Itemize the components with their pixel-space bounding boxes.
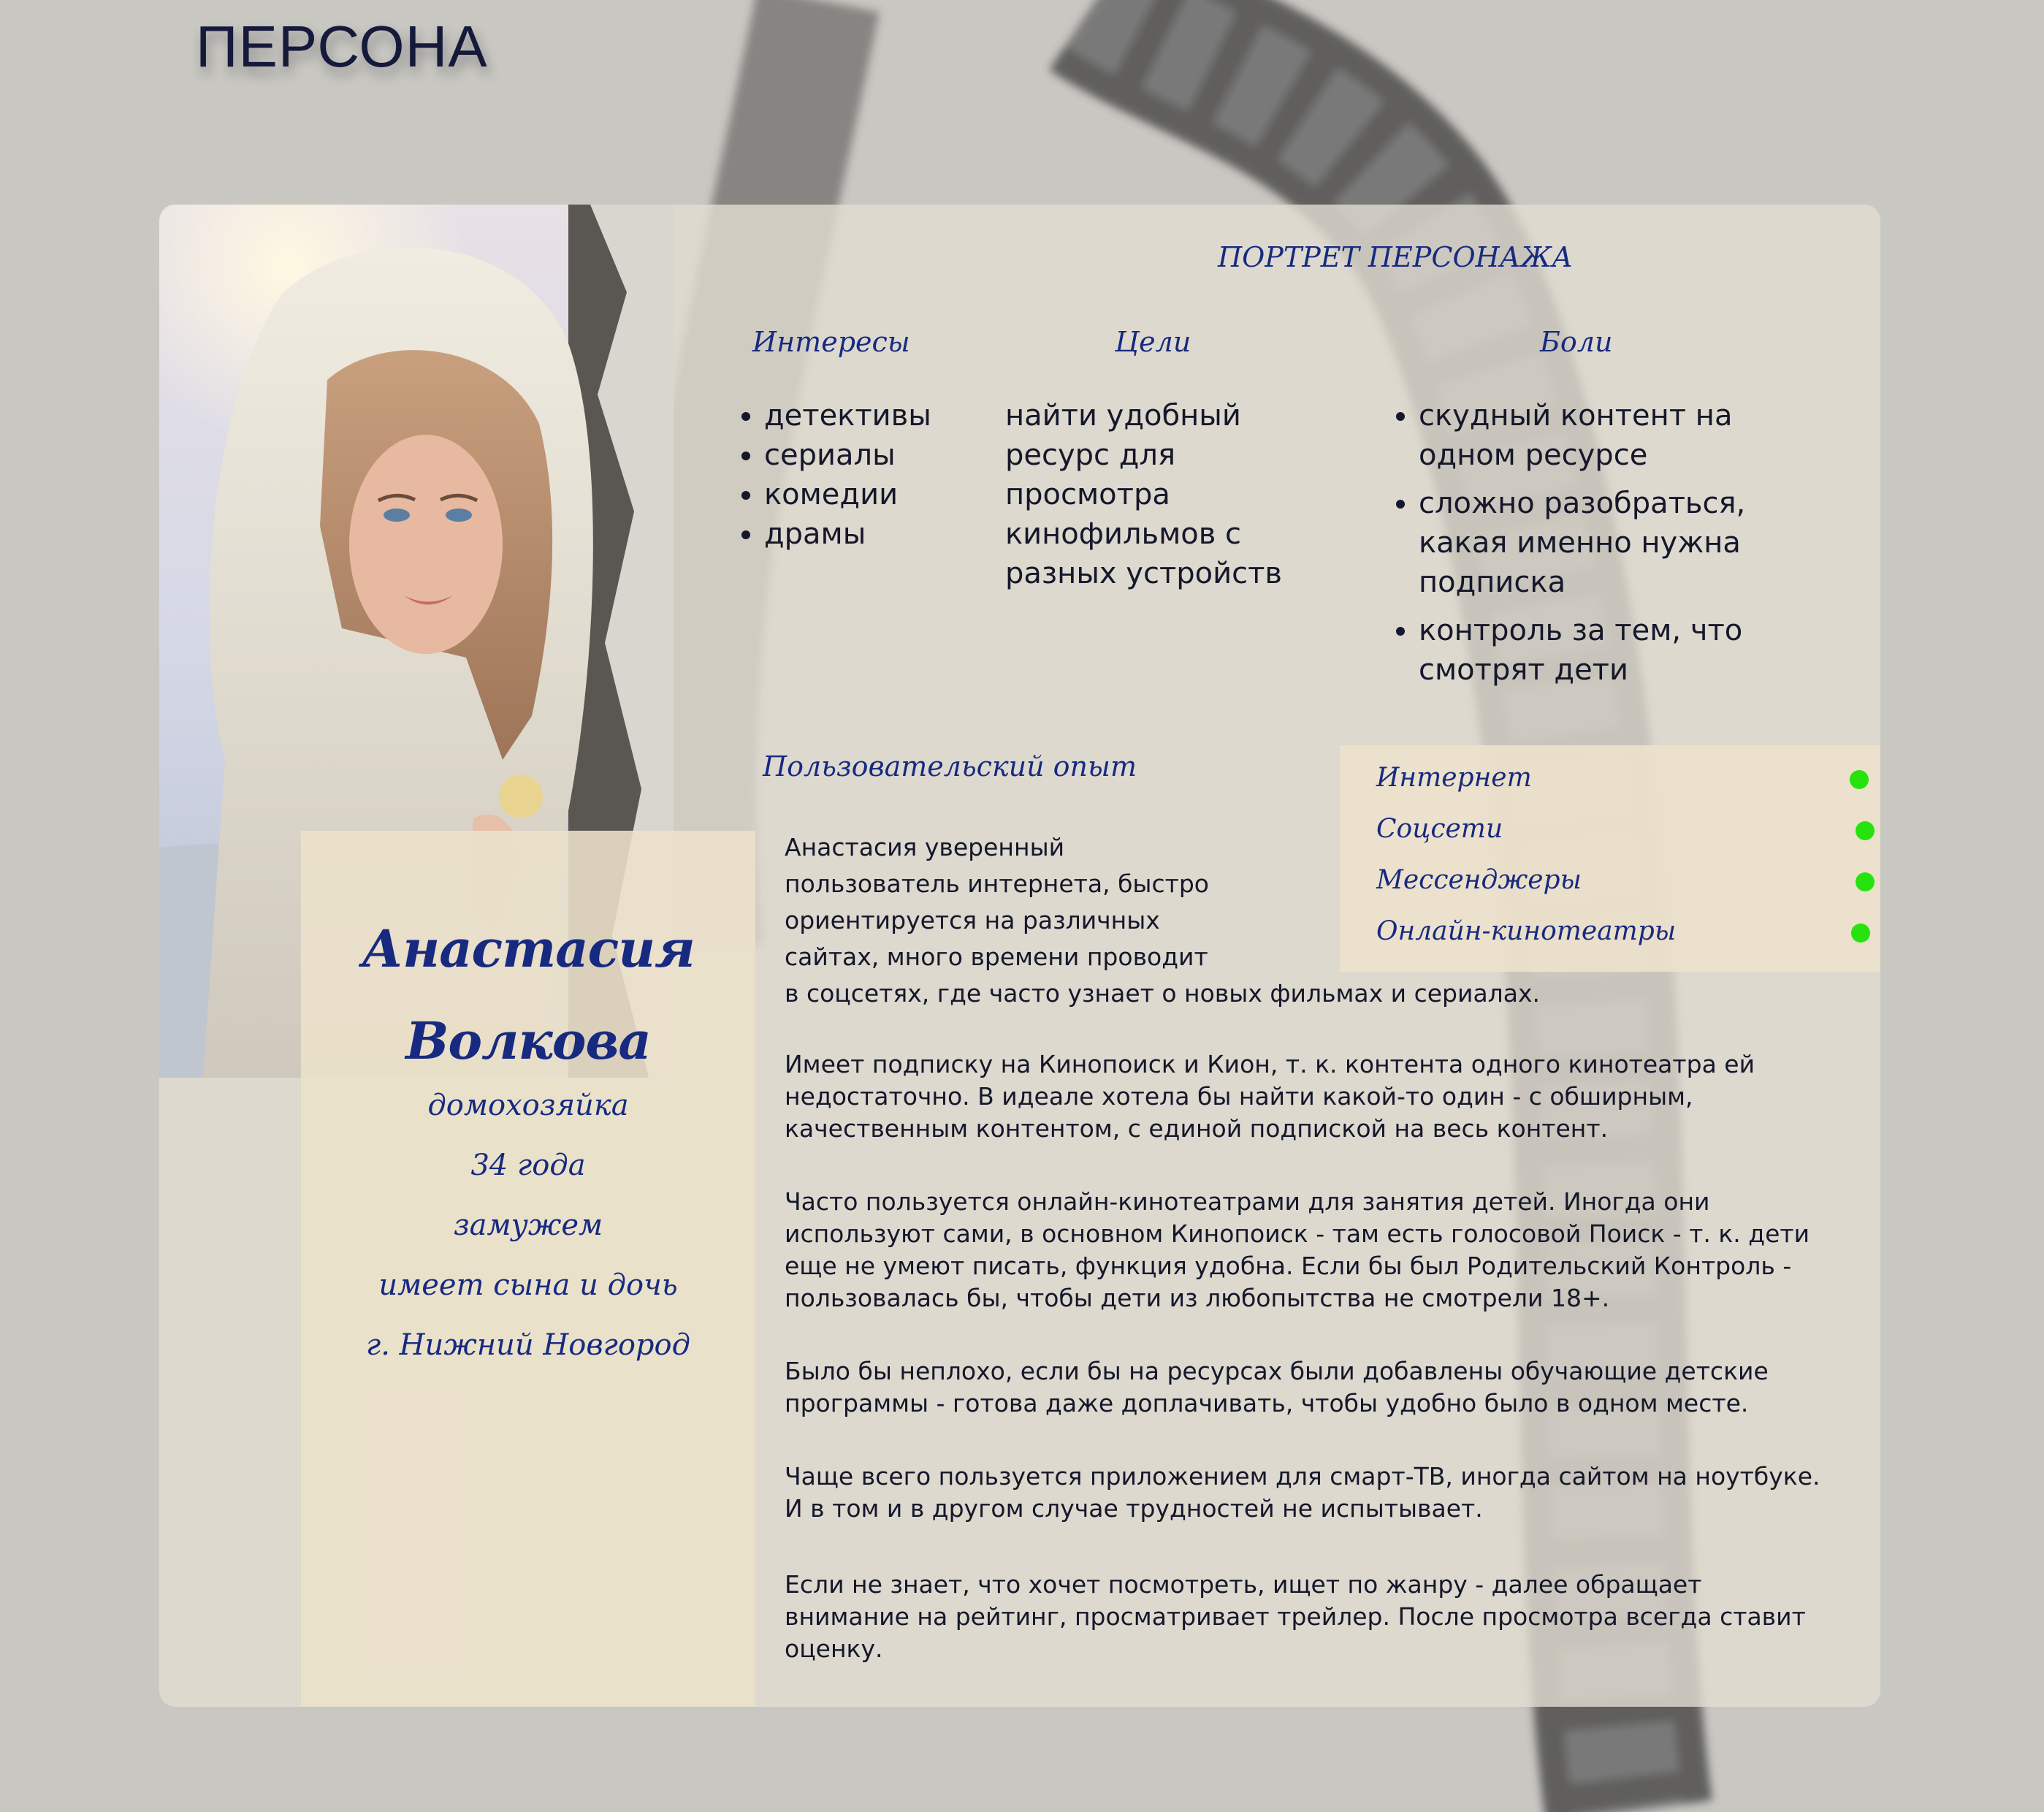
list-item: • драмы: [764, 514, 998, 554]
experience-line: пользовалась бы, чтобы дети из любопытства не смотрели 18+.: [785, 1284, 1610, 1312]
experience-line: еще не умеют писать, функция удобна. Если бы был Родительский Контроль -: [785, 1252, 1792, 1280]
pains-list: [1384, 396, 1857, 690]
skill-dot-filled: [1856, 872, 1875, 891]
pain-line: смотрят дети: [1419, 653, 1628, 687]
experience-paragraph: [785, 1569, 1837, 1665]
experience-line: используют сами, в основном Кинопоиск - там есть голосовой Поиск - т. к. дети: [785, 1219, 1810, 1248]
interests-heading: Интересы: [752, 326, 910, 358]
skill-label: Соцсети: [1376, 814, 1503, 844]
experience-line: сайтах, много времени проводит: [785, 943, 1208, 971]
skill-row: [1340, 760, 1880, 804]
pains-heading: Боли: [1540, 326, 1613, 358]
experience-title: Пользовательский опыт: [763, 750, 1137, 783]
page-title: ПЕРСОНА: [196, 14, 488, 79]
persona-children: имеет сына и дочь: [378, 1268, 678, 1302]
list-item: • комедии: [764, 475, 998, 514]
interests-list: [729, 396, 998, 554]
skill-label: Онлайн-кинотеатры: [1376, 916, 1677, 946]
persona-last-name: Волкова: [405, 1010, 651, 1071]
experience-line: Чаще всего пользуется приложением для смарт-ТВ, иногда сайтом на ноутбуке.: [785, 1462, 1820, 1491]
experience-line: Если не знает, что хочет посмотреть, ищет по жанру - далее обращает: [785, 1570, 1702, 1599]
persona-city: г. Нижний Новгород: [366, 1328, 690, 1362]
experience-line: ориентируется на различных: [785, 906, 1160, 934]
persona-info-panel: [301, 831, 755, 1707]
experience-line: Было бы неплохо, если бы на ресурсах были добавлены обучающие детские: [785, 1357, 1769, 1385]
experience-line: программы - готова даже доплачивать, чтобы удобно было в одном месте.: [785, 1389, 1749, 1417]
list-item: [1419, 396, 1857, 475]
pain-line: • сложно разобраться,: [1419, 487, 1746, 520]
list-item: [1419, 484, 1857, 602]
persona-first-name: Анастасия: [362, 918, 695, 979]
pain-line: подписка: [1419, 566, 1566, 599]
goals-text: [1005, 396, 1327, 593]
persona-facts: [301, 1076, 755, 1375]
experience-line: И в том и в другом случае трудностей не испытывает.: [785, 1494, 1483, 1523]
experience-paragraph: [785, 1186, 1837, 1314]
pain-line: • контроль за тем, что: [1419, 614, 1743, 647]
skill-label: Мессенджеры: [1376, 865, 1582, 895]
experience-line: пользователь интернета, быстро: [785, 869, 1209, 898]
list-item: • детективы: [764, 396, 998, 435]
experience-line: Анастасия уверенный: [785, 833, 1065, 861]
experience-intro: [785, 829, 1807, 1012]
persona-card: [159, 205, 1880, 1707]
experience-line: оценку.: [785, 1634, 883, 1663]
portrait-title: ПОРТРЕТ ПЕРСОНАЖА: [1217, 241, 1573, 273]
pain-line: одном ресурсе: [1419, 438, 1648, 472]
experience-paragraph: [785, 1048, 1837, 1145]
experience-line: в соцсетях, где часто узнает о новых фильмах и сериалах.: [785, 979, 1541, 1008]
list-item: [1419, 611, 1857, 690]
experience-line: Имеет подписку на Кинопоиск и Кион, т. к. контента одного кинотеатра ей: [785, 1050, 1755, 1078]
persona-marital-status: замужем: [453, 1208, 603, 1242]
persona-occupation: домохозяйка: [427, 1089, 629, 1122]
skill-label: Интернет: [1376, 763, 1532, 793]
goal-line: разных устройств: [1005, 557, 1282, 590]
pain-line: какая именно нужна: [1419, 526, 1741, 560]
experience-line: качественным контентом, с единой подпиской на весь контент.: [785, 1114, 1609, 1143]
experience-paragraph: [785, 1355, 1837, 1420]
pain-line: • скудный контент на: [1419, 399, 1733, 433]
experience-line: недостаточно. В идеале хотела бы найти какой-то один - с обширным,: [785, 1082, 1693, 1111]
skill-dot-filled: [1856, 821, 1875, 840]
persona-age: 34 года: [470, 1149, 586, 1182]
goal-line: просмотра: [1005, 478, 1170, 511]
goal-line: найти удобный: [1005, 399, 1241, 433]
experience-paragraph: [785, 1461, 1837, 1525]
experience-line: внимание на рейтинг, просматривает трейлер. После просмотра всегда ставит: [785, 1602, 1806, 1631]
goals-heading: Цели: [1115, 326, 1191, 358]
list-item: • сериалы: [764, 435, 998, 475]
goal-line: ресурс для: [1005, 438, 1176, 472]
goal-line: кинофильмов с: [1005, 517, 1242, 551]
skill-dot-filled: [1851, 924, 1870, 943]
skill-dot-filled: [1850, 770, 1869, 789]
experience-line: Часто пользуется онлайн-кинотеатрами для занятия детей. Иногда они: [785, 1187, 1710, 1216]
